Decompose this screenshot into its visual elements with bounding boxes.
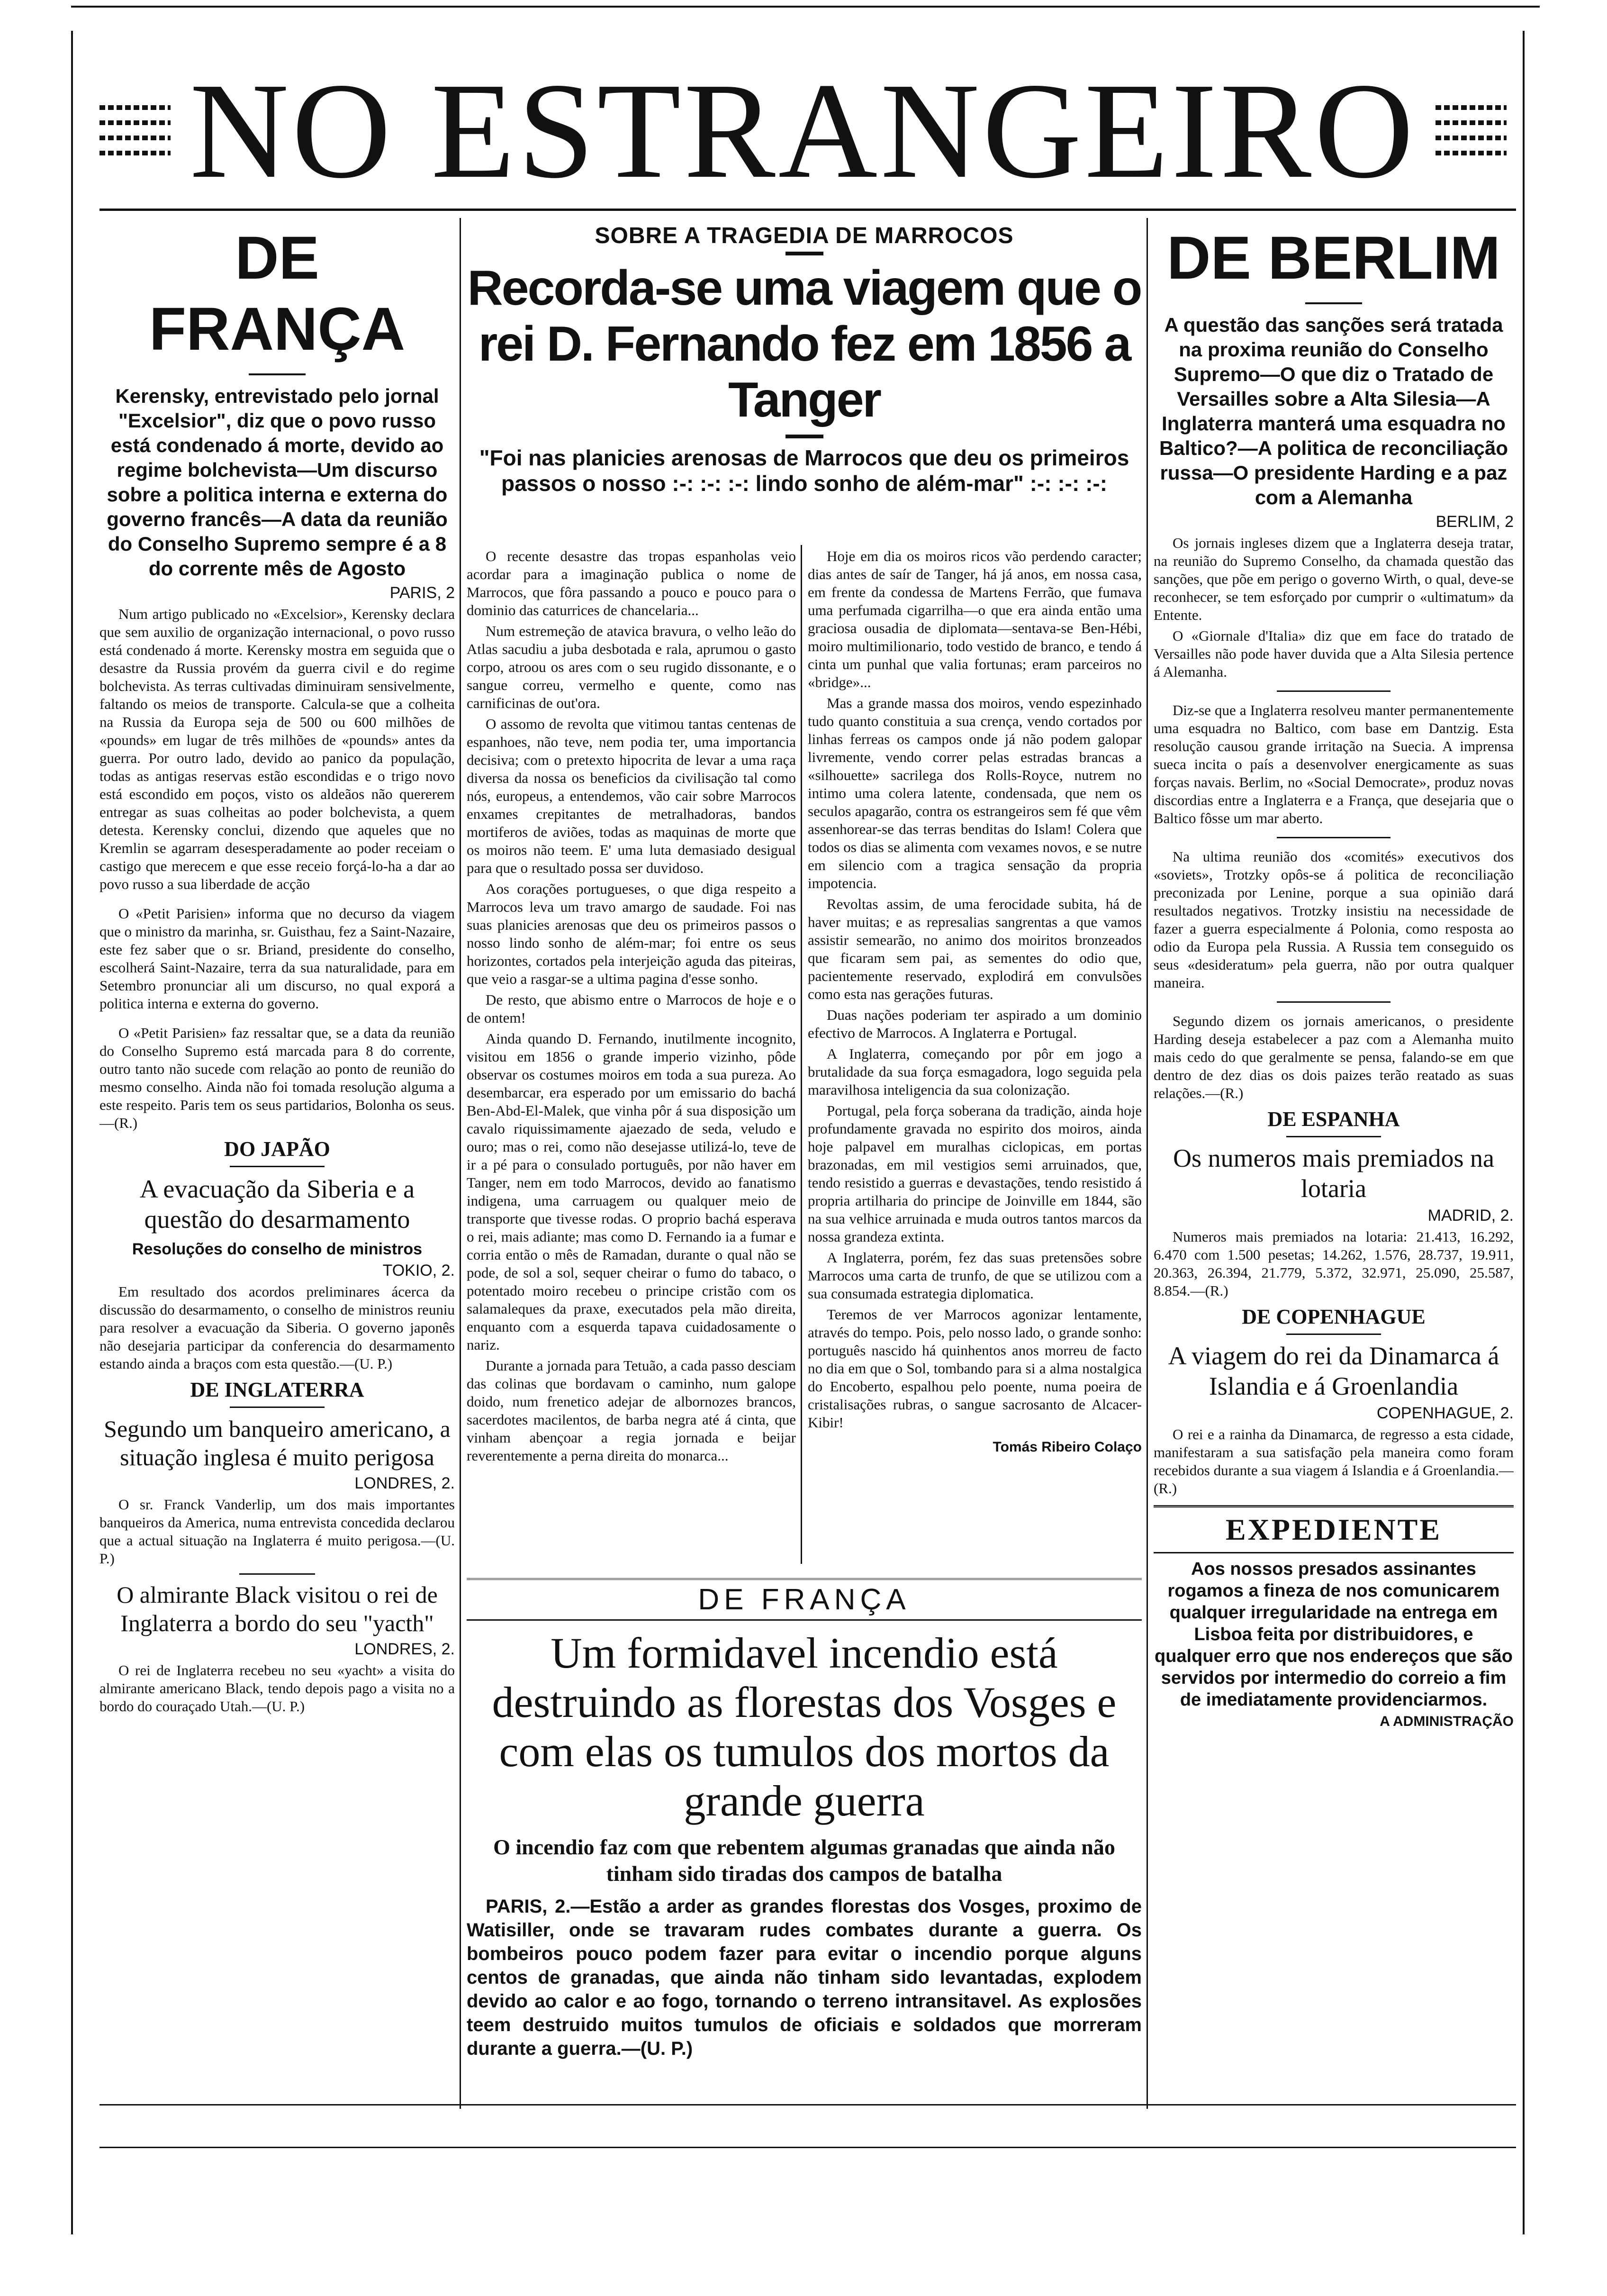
- center-paragraph: O recente desastre das tropas espanholas veio acordar para a imaginação publica o nome de Marrocos, que fôra passando a pouco e pouco para o dominio das caturrices de chancelaria...: [467, 548, 796, 618]
- left-paragraph: O «Petit Parisien» informa que no decurso da viagem que o ministro da marinha, sr. Guisthau, fez a Saint-Nazaire, este fez saber que o sr. Briand, presidente do conselho, escolherá Saint-Nazaire, terra da sua naturalidade, para em Setembro pronunciar ali um discurso, no qual exporá a politica interna e externa do governo.: [99, 905, 455, 1012]
- right-column: [1154, 223, 1514, 2071]
- center-paragraph: Durante a jornada para Tetuão, a cada passo desciam das colinas que bordavam o caminho, num galope doido, num frenetico adejar de albornozes brancos, sacerdotes macilentos, de barba negra até á cinta, que vinham abençoar a regia jornada e beijar reverentemente a perna direita do monarca...: [467, 1357, 796, 1464]
- right-title-rule: [1305, 302, 1362, 304]
- center-paragraph: Aos corações portugueses, o que diga respeito a Marrocos leva um travo amargo de saudade. Foi nas suas planicies arenosas que deu os primeiros passos o nosso lindo sonho de além-mar; foi entre os seus horizontes, cortados pela interjeição aguda das piteiras, que veio a rasgar-se a ultima pagina d'esse sonho.: [467, 880, 796, 987]
- expediente-text: Aos nossos presados assinantes rogamos a fineza de nos comunicarem qualquer irregularidade na entrega em Lisboa feita por distribuidores, e qualquer erro que nos endereços que são servidos por intermedio do correio a fim de imediatamente providenciarmos.: [1155, 1559, 1513, 1710]
- inglaterra-dateline-1: LONDRES, 2.: [354, 1474, 455, 1492]
- center-paragraph: Teremos de ver Marrocos agonizar lentamente, através do tempo. Pois, pelo nosso lado, o grande sonho: português nascido há quinhentos anos morreu de facto no dia em que o Sol, tombando para si a alma nostalgica do Encoberto, espalhou pelo poente, numa poeira de cristalisações rubras, o sangue sacrosanto de Alcacer-Kibir!: [808, 1306, 1142, 1431]
- center-header: [467, 223, 1142, 545]
- masthead-title: NO ESTRANGEIRO: [190, 54, 1417, 207]
- bottom-dateline: PARIS, 2.: [486, 1896, 571, 1917]
- center-paragraph: Mas a grande massa dos moiros, vendo espezinhado tudo quanto constituia a sua crença, vendo cortados por linhas ferreas os campos onde já não podem galopar livremente, vendo correr pelas estradas brancas a «silhouette» sacrilega dos Rolls-Royce, nutrem no intimo uma colera latente, condensada, que nem os seculos apagarão, contra os estrangeiros sem fé que vêm assenhorear-se das terras benditas do Islam! Colera que todos os dias se alimenta com vexames novos, e se nutre em silencio com a tragica sensação da propria impotencia.: [808, 695, 1142, 891]
- center-paragraph: Duas nações poderiam ter aspirado a um dominio efectivo de Marrocos. A Inglaterra e Portugal.: [808, 1007, 1142, 1041]
- inglaterra-headline-2: O almirante Black visitou o rei de Inglaterra a bordo do seu "yacth": [117, 1581, 438, 1636]
- espanha-dateline: MADRID, 2.: [1427, 1207, 1514, 1225]
- expediente-sign: A ADMINISTRAÇÃO: [1380, 1714, 1514, 1729]
- copenhague-dateline: COPENHAGUE, 2.: [1376, 1404, 1514, 1422]
- center-bottom-article: [467, 1578, 1142, 2076]
- expediente-top-rule: [1154, 1505, 1514, 1507]
- copenhague-text: O rei e a rainha da Dinamarca, de regresso a esta cidade, manifestaram a sua satisfação pela maneira como foram recebidos durante a sua viagem á Islandia e á Groenlandia.—(R.): [1154, 1426, 1514, 1497]
- right-section-title: DE BERLIM: [1167, 224, 1500, 292]
- expediente-title: EXPEDIENTE: [1225, 1513, 1442, 1546]
- center-kicker: SOBRE A TRAGEDIA DE MARROCOS: [595, 223, 1014, 248]
- right-divider: [1277, 1001, 1390, 1003]
- bottom-text: —Estão a arder as grandes florestas dos Vosges, proximo de Watisiller, onde se travaram rudes combates durante a guerra. Os bombeiros pouco podem fazer para evitar o incendio porque alguns centos de granadas, que ainda não tinham sido levantadas, explodem devido ao calor e ao fogo, tornando o terreno intransitavel. As explosões teem destruido muitos tumulos de oficiais e soldados que morreram durante a guerra.—(U. P.): [467, 1896, 1142, 2059]
- headline-ornament: [785, 435, 823, 438]
- espanha-title-rule: [1286, 1136, 1381, 1137]
- bottom-rule-2: [99, 2147, 1516, 2148]
- copenhague-section-title: DE COPENHAGUE: [1242, 1305, 1426, 1328]
- right-paragraph: Diz-se que a Inglaterra resolveu manter permanentemente uma esquadra no Baltico, com base em Dantzig. Esta resolução causou grande irritação na Suecia. A imprensa sueca incita o país a desenvolver energicamente as suas forças navais. Berlim, no «Social Democrate», produz novas discordias entre a Inglaterra e a França, que desejaria que o Baltico fôsse um mar aberto.: [1154, 702, 1514, 826]
- center-paragraph: Ainda quando D. Fernando, inutilmente incognito, visitou em 1856 o grande imperio vizinho, pôde observar os costumes moiros em toda a sua pureza. Ao desembarcar, era esperado por um emissario do bachá Ben-Abd-El-Malek, que vinha pôr á sua disposição um cavalo riquissimamente ajaezado de seda, veludo e ouro; mas o rei, como não desejasse utilizá-lo, teve de ir a pé para o consulado português, por não haver em Tanger, nem em todo Marrocos, devido ao fanatismo indigena, uma carruagem ou qualquer meio de transporte que tivesse rodas. O proprio bachá esperava o rei, mais adiante; mas como D. Fernando ia a fumar e corria então o mês de Ramadan, durante o qual não se pode, de sol a sol, sequer cheirar o fumo do tabaco, o potentado moiro recebeu o principe cristão com os salamaleques da praxe, executados pela mão direita, enquanto com a esquerda tapava cuidadosamente o nariz.: [467, 1030, 796, 1353]
- bottom-subhead: O incendio faz com que rebentem algumas granadas que ainda não tinham sido tiradas dos campos de batalha: [493, 1835, 1115, 1886]
- center-subhead: "Foi nas planicies arenosas de Marrocos que deu os primeiros passos o nosso :-: :-: :-: lindo sonho de além-mar" :-: :-: :-:: [479, 445, 1129, 496]
- center-headline: Recorda-se uma viagem que o rei D. Fernando fez em 1856 a Tanger: [467, 261, 1141, 427]
- japao-dateline: TOKIO, 2.: [382, 1261, 455, 1280]
- bottom-top-rule: [467, 1578, 1142, 1580]
- bottom-rule-1: [99, 2104, 1516, 2105]
- espanha-section-title: DE ESPANHA: [1267, 1107, 1400, 1131]
- kicker-ornament: [785, 252, 823, 255]
- inglaterra-text-2: O rei de Inglaterra recebeu no seu «yacht» a visita do almirante americano Black, tendo depois pago a visita no a bordo do couraçado Utah.—(U. P.): [99, 1662, 455, 1715]
- right-paragraph: Os jornais ingleses dizem que a Inglaterra deseja tratar, na reunião do Supremo Conselho, da chamada questão das sanções, que põe em perigo o governo Wirth, o qual, deve-se reconhecer, se tem esforçado por cumprir o «ultimatum» da Entente.: [1154, 535, 1514, 623]
- masthead: [95, 54, 1511, 207]
- espanha-text: Numeros mais premiados na lotaria: 21.413, 16.292, 6.470 com 1.500 pesetas; 14.262, 1.576, 28.737, 19.911, 20.363, 26.394, 21.779, 5.372, 32.971, 25.090, 25.587, 8.854.—(R.): [1154, 1228, 1514, 1299]
- center-paragraph: A Inglaterra, começando por pôr em jogo a brutalidade da sua força esmagadora, logo seguida pela maravilhosa inteligencia da sua colonização.: [808, 1045, 1142, 1098]
- inglaterra-text-1: O sr. Franck Vanderlip, um dos mais importantes banqueiros da America, numa entrevista concedida declarou que a actual situação na Inglaterra é muito perigosa.—(U. P.): [99, 1496, 455, 1567]
- inglaterra-section-title: DE INGLATERRA: [190, 1378, 364, 1401]
- right-paragraph: Na ultima reunião dos «comités» executivos dos «soviets», Trotzky opôs-se á politica de reconciliação preconizada por Lenine, porque a sua opinião dará resultados negativos. Trotzky insistiu na necessidade de fazer a guerra especialmente á Polonia, como resposta ao odio da Europa pela Russia. A Russia tem conseguido os seus «desideratum» pela guerra, não por outra qualquer maneira.: [1154, 848, 1514, 991]
- left-section-title: DE FRANÇA: [149, 224, 406, 363]
- copenhague-title-rule: [1286, 1334, 1381, 1335]
- bottom-title-rule: [467, 1619, 1142, 1621]
- inglaterra-dateline-2: LONDRES, 2.: [354, 1640, 455, 1658]
- right-ornament: [1435, 105, 1507, 155]
- center-paragraph: Portugal, pela força soberana da tradição, ainda hoje profundamente gravada no espirito dos moiros, ainda hoje palpavel em muralhas ciclopicas, em portas brazonadas, em mil vestigios semi arruinados, que, tendo resistido a guerras e devastações, tendo resistido á propria artilharia do principe de Joinville em 1844, são na sua velhice arruinada e muda outros tantos marcos da nossa grandeza extinta.: [808, 1102, 1142, 1245]
- center-paragraph: Revoltas assim, de uma ferocidade subita, há de haver muitas; e as represalias sangrentas a que vamos assistir semearão, no animo dos moiritos bronzeados que ficaram sem pai, as sementes do odio que, pacientemente reservado, explodirá em convulsões como esta nas gerações futuras.: [808, 896, 1142, 1002]
- right-subhead: A questão das sanções será tratada na proxima reunião do Conselho Supremo—O que diz o Tratado de Versailles sobre a Alta Silesia—A Inglaterra manterá uma esquadra no Baltico?—A politica de reconciliação russa—O presidente Harding e a paz com a Alemanha: [1159, 314, 1508, 508]
- inglaterra-divider: [239, 1573, 315, 1575]
- japao-text: Em resultado dos acordos preliminares ácerca da discussão do desarmamento, o conselho de ministros reuniu para resolver a evacuação da Siberia. O governo japonês não desejaria participar da conferencia do desarmamento estando ainda a braços com esta questão.—(U. P.): [99, 1283, 455, 1372]
- center-column-1: [467, 547, 796, 1566]
- espanha-headline: Os numeros mais premiados na lotaria: [1173, 1144, 1494, 1203]
- copenhague-headline: A viagem do rei da Dinamarca á Islandia e á Groenlandia: [1168, 1342, 1499, 1400]
- right-dateline: BERLIM, 2: [1435, 513, 1514, 531]
- page-top-rule: [71, 6, 1540, 12]
- left-paragraph: O «Petit Parisien» faz ressaltar que, se a data da reunião do Conselho Supremo está marcada para 8 do corrente, outro tanto não sucede com relação ao ponto de reunião do mesmo conselho. Ainda não foi tomada resolução alguma a este respeito. Paris tem os seus partidarios, Bolonha os seus.—(R.): [99, 1025, 455, 1131]
- japao-subhead: Resoluções do conselho de ministros: [132, 1240, 423, 1258]
- bottom-headline: Um formidavel incendio está destruindo as florestas dos Vosges e com elas os tumulos dos mortos da grande guerra: [492, 1629, 1117, 1825]
- left-paragraph: Num artigo publicado no «Excelsior», Kerensky declara que sem auxilio de organização internacional, o povo russo está condenado á morte. Kerensky mostra em seguida que o desastre da Russia provém da guerra civil e do regime bolchevista. As terras cultivadas diminuiram sensivelmente, faltando os meios de transporte. Calcula-se que a colheita na Russia da Europa seja de 500 ou 600 milhões de «pounds» em lugar de três milhões de «pounds» antes da guerra. Por outro lado, devido ao panico da população, todas as antigas reservas estão escondidas e o trigo novo está escondido em poços, visto os aldeãos não quererem entregar as suas colheitas ao poder bolchevista, a quem detesta. Kerensky conclui, dizendo que aqueles que no Kremlin se agarram desesperadamente ao poder receiam o castigo que merecem e que esse receio forçá-lo-ha a dar ao povo russo a sua liberdade de acção: [99, 606, 455, 892]
- inglaterra-title-rule: [230, 1407, 325, 1408]
- center-column-2: [808, 547, 1142, 1566]
- center-paragraph: De resto, que abismo entre o Marrocos de hoje e o de ontem!: [467, 991, 796, 1026]
- japao-title-rule: [230, 1166, 325, 1167]
- left-column: [99, 223, 455, 2071]
- center-paragraph: A Inglaterra, porém, fez das suas pretensões sobre Marrocos uma carta de trunfo, de que se utilizou com a sua consumada estrategia diplomatica.: [808, 1249, 1142, 1302]
- masthead-rule: [99, 209, 1516, 211]
- center-paragraph: Hoje em dia os moiros ricos vão perdendo caracter; dias antes de saír de Tanger, há já anos, em nossa casa, em frente da condessa de Martens Ferrão, que fumava uma perfumada cigarrilha—o que era ainda então uma graciosa ousadia de diplomata—sentava-se Ben-Hébi, moiro multimilionario, todo vestido de branco, e tendo á cinta um punhal que valia fortunas; eram parceiros no «bridge»...: [808, 548, 1142, 690]
- column-rule-right: [1147, 218, 1148, 2109]
- left-subhead: Kerensky, entrevistado pelo jornal "Excelsior", diz que o povo russo está condenado á morte, devido ao regime bolchevista—Um discurso sobre a politica interna e externa do governo francês—A data da reunião do Conselho Supremo sempre é a 8 do corrente mês de Agosto: [107, 385, 448, 580]
- expediente-title-rule: [1154, 1552, 1514, 1553]
- right-paragraph: O «Giornale d'Italia» diz que em face do tratado de Versailles não pode haver duvida que a Alta Silesia pertence á Alemanha.: [1154, 627, 1514, 680]
- bottom-section-title: DE FRANÇA: [698, 1583, 911, 1616]
- left-ornament: [99, 105, 171, 155]
- article-signature: Tomás Ribeiro Colaço: [993, 1439, 1142, 1455]
- right-paragraph: Segundo dizem os jornais americanos, o presidente Harding deseja estabelecer a paz com a Alemanha muito mais cedo do que geralmente se pensa, falando-se em que dentro de dez dias os dois paizes terão reatado as suas relações.—(R.): [1154, 1013, 1514, 1101]
- japao-headline: A evacuação da Siberia e a questão do desarmamento: [139, 1175, 415, 1234]
- center-paragraph: Num estremeção de atavica bravura, o velho leão do Atlas sacudiu a juba desbotada e rala, aprumou o gasto corpo, atroou os ares com o seu rugido dissonante, e o sangue correu, vermelho e quente, como nas carnificinas de out'ora.: [467, 623, 796, 711]
- right-divider: [1277, 690, 1390, 692]
- column-rule-left: [460, 218, 461, 2109]
- japao-section-title: DO JAPÃO: [224, 1137, 330, 1161]
- left-title-rule: [249, 373, 306, 375]
- right-divider: [1277, 837, 1390, 838]
- inglaterra-headline-1: Segundo um banqueiro americano, a situação inglesa é muito perigosa: [104, 1416, 451, 1470]
- left-dateline: PARIS, 2: [389, 584, 455, 602]
- column-rule-center: [801, 545, 802, 1564]
- center-paragraph: O assomo de revolta que vitimou tantas centenas de espanhoes, não teve, nem podia ter, uma importancia decisiva; com o pretexto hipocrita de levar a uma raça diversa da nossa os beneficios da civilisação tal como nós, europeus, a entendemos, vão cair sobre Marrocos enxames crepitantes de metralhadoras, bandos mortiferos de aviões, todas as maquinas de morte que os moiros não teem. E' uma luta demasiado desigual para que o resultado possa ser duvidoso.: [467, 716, 796, 876]
